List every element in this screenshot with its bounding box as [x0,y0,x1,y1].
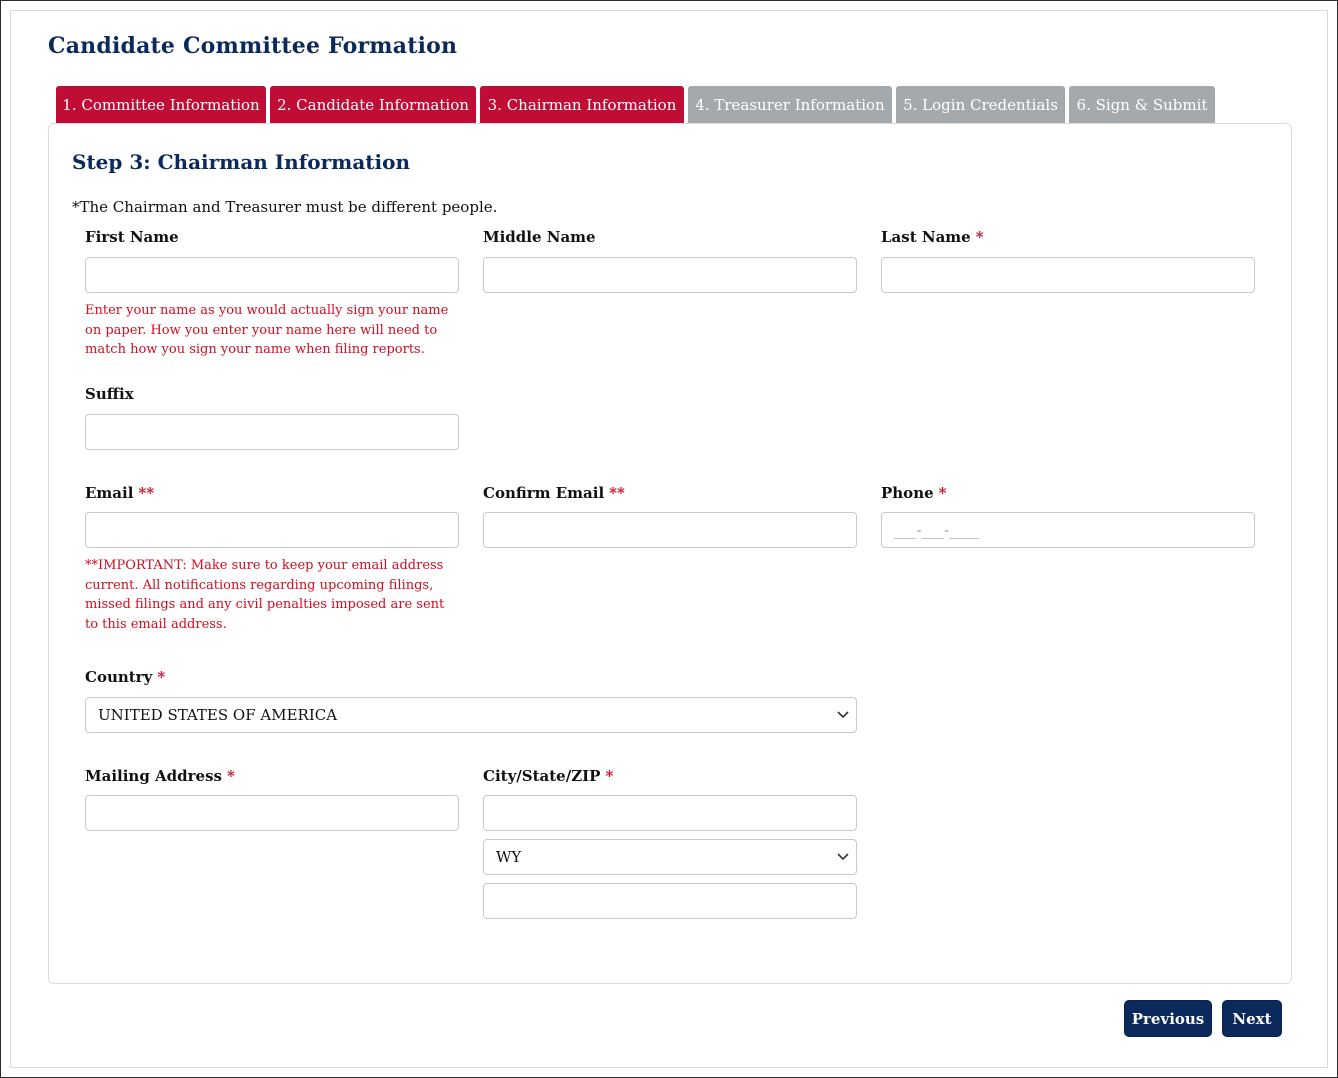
city-state-zip-label-text: City/State/ZIP [483,767,601,785]
tab-login-credentials[interactable]: 5. Login Credentials [896,86,1065,124]
country-selected-value: UNITED STATES OF AMERICA [98,706,338,724]
tab-candidate-information[interactable]: 2. Candidate Information [270,86,476,124]
step-tabs [56,86,1215,124]
middle-name-label-text: Middle Name [483,228,596,246]
tab-chairman-information[interactable]: 3. Chairman Information [480,86,684,124]
suffix-label-text: Suffix [85,385,134,403]
mailing-address-input[interactable] [85,795,459,831]
required-marker: ** [609,484,625,502]
middle-name-input[interactable] [483,257,857,293]
phone-label [881,484,947,502]
step-title: Step 3: Chairman Information [72,150,411,174]
mailing-address-label-text: Mailing Address [85,767,222,785]
required-marker: * [605,767,614,785]
name-help-text: Enter your name as you would actually sign your name on paper. How you enter your name here will need to match how you sign your name when filing reports. [85,303,449,357]
email-input[interactable] [85,512,459,548]
confirm-email-label-text: Confirm Email [483,484,605,502]
state-selected-value: WY [496,848,522,866]
confirm-email-label [483,484,625,502]
last-name-label-text: Last Name [881,228,971,246]
email-label [85,484,154,502]
tab-committee-information[interactable]: 1. Committee Information [56,86,266,124]
suffix-label [85,385,134,403]
middle-name-label [483,228,596,246]
confirm-email-input[interactable] [483,512,857,548]
phone-input[interactable] [881,512,1255,548]
state-select[interactable] [483,839,857,875]
zip-input[interactable] [483,883,857,919]
chairman-treasurer-note: *The Chairman and Treasurer must be different people. [72,198,498,216]
phone-label-text: Phone [881,484,934,502]
first-name-input[interactable] [85,257,459,293]
chevron-down-icon [836,707,850,721]
country-label [85,668,165,686]
first-name-label [85,228,179,246]
required-marker: * [227,767,235,785]
required-marker: * [975,228,984,246]
city-input[interactable] [483,795,857,831]
email-help-text: **IMPORTANT: Make sure to keep your email address current. All notifications regarding upcoming filings, missed filings and any civil penalties imposed are sent to this email address. [85,558,445,632]
country-select[interactable] [85,697,857,733]
mailing-address-label [85,767,235,785]
last-name-input[interactable] [881,257,1255,293]
required-marker: ** [138,484,155,502]
required-marker: * [157,668,166,686]
first-name-label-text: First Name [85,228,179,246]
tab-treasurer-information[interactable]: 4. Treasurer Information [688,86,892,124]
required-marker: * [938,484,947,502]
tab-sign-submit[interactable]: 6. Sign & Submit [1069,86,1215,124]
previous-button[interactable]: Previous [1124,1000,1212,1037]
chevron-down-icon [836,849,850,863]
suffix-input[interactable] [85,414,459,450]
last-name-label [881,228,984,246]
city-state-zip-label [483,767,613,785]
next-button[interactable]: Next [1222,1000,1282,1037]
page-title: Candidate Committee Formation [48,33,458,59]
email-label-text: Email [85,484,134,502]
country-label-text: Country [85,668,153,686]
